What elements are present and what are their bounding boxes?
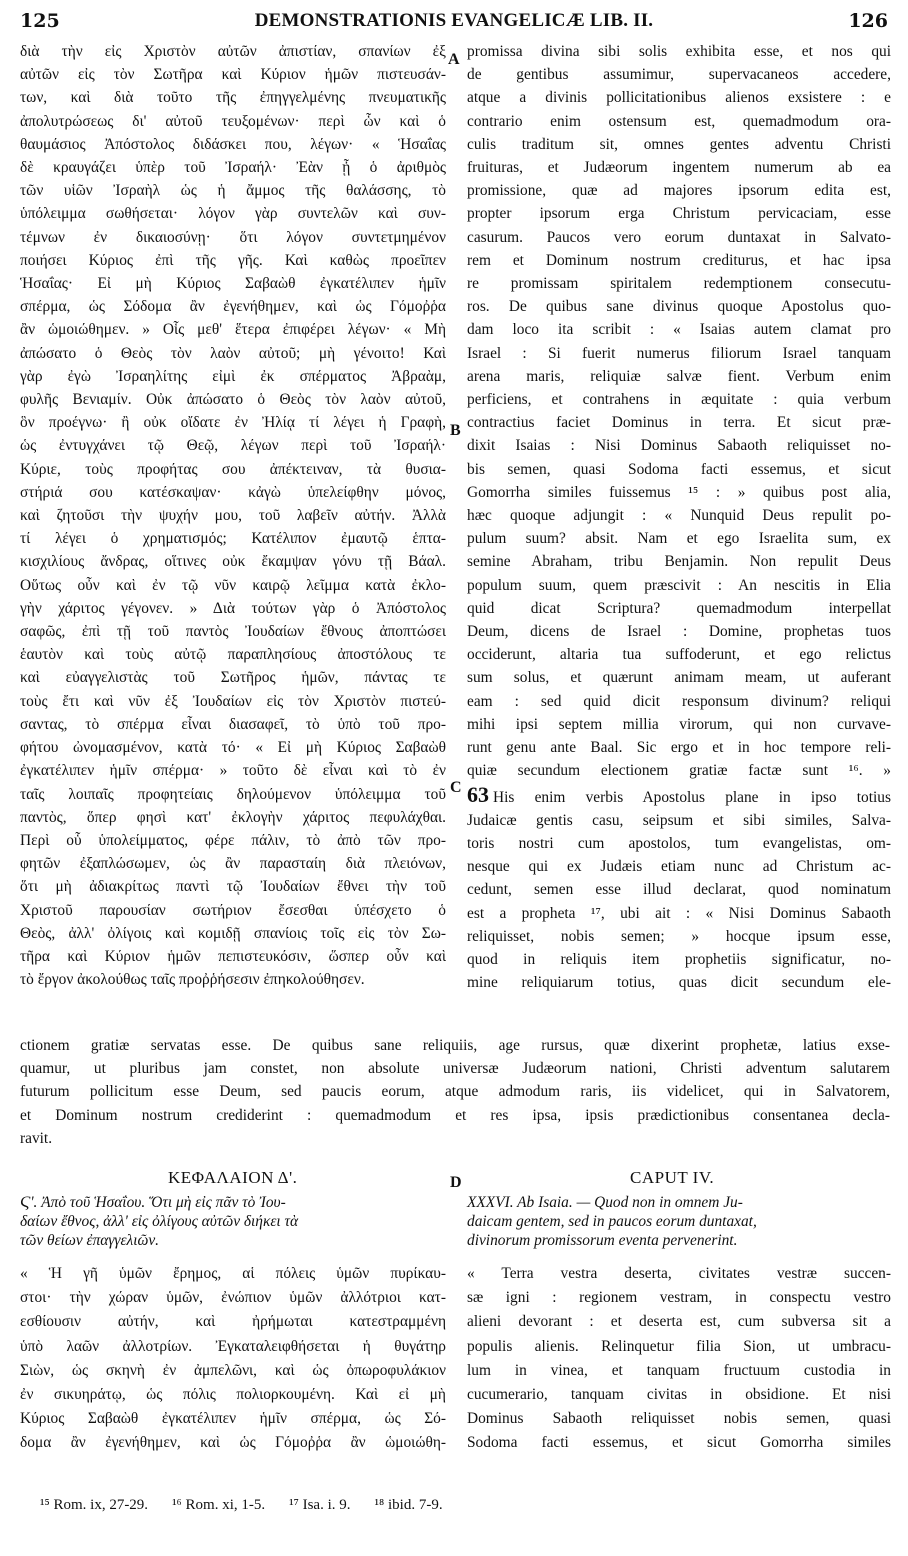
greek-chapter-line: ὑπὸ λαῶν ἀλλοτρίων. Ἐγκαταλειφθήσεται ἡ θυγάτηρ — [20, 1337, 446, 1355]
latin-text-line: mihi ipsi septem millia virorum, qui non curvave- — [467, 715, 891, 733]
full-text-line: et Dominum nostrum crediderint : quemadmodum et res ipsa, ipsis prædictionibus consentanea decla- — [20, 1106, 890, 1124]
greek-summary-line: δαίων ἔθνος, ἀλλ' εἰς ὀλίγους αὐτῶν διήκει τὰ — [20, 1213, 299, 1230]
latin-summary-line: divinorum promissorum eventa pervenerint. — [467, 1232, 738, 1249]
greek-text-line: ποιήσει Κύριος ἐπὶ τῆς γῆς. Καὶ καθὼς προεῖπεν — [20, 251, 446, 269]
greek-text-line: καὶ ζητοῦσι τὴν ψυχήν μου, τοῦ λαβεῖν αὐτήν. Ἀλλὰ — [20, 507, 446, 525]
greek-chapter-line: στοι· τὴν χώραν ὑμῶν, ἐνώπιον ὑμῶν ἀλλότριοι κατ- — [20, 1289, 446, 1307]
greek-chapter-line: Κύριος Σαβαὼθ ἐγκατέλιπεν ἡμῖν σπέρμα, ὡς Σό- — [20, 1410, 446, 1428]
greek-chapter-line: εσθίουσιν αὐτήν, καὶ ἠρήμωται κατεστραμμένη — [20, 1313, 446, 1331]
greek-text-line: τοὺς ἔτι καὶ νῦν ἐξ Ἰουδαίων εἰς τὸν Χριστὸν πιστεύ- — [20, 692, 446, 710]
greek-text-line: των, καὶ διὰ τοῦτο τῆς ἐπηγγελμένης πνευματικῆς — [20, 89, 446, 107]
section-number: 63 — [467, 782, 489, 807]
greek-text-line: τέμνων ἐν δικαιοσύνῃ· ὅτι λόγον συντετμημένον — [20, 228, 446, 246]
latin-text-line: perficiens, et contrahens in æquitate : quia verbum — [467, 391, 891, 409]
running-header — [0, 6, 908, 36]
latin-text-line: bis semen, quasi Sodoma facti essemus, et sicut — [467, 460, 891, 478]
latin-text-line: runt genu ante Baal. Sic ergo et in hoc tempore reli- — [467, 739, 891, 757]
page-number-left: 125 — [20, 10, 60, 32]
greek-text-line: φητῶν ἐξαπλώσωμεν, ὡς ἂν παρασταίη διὰ πλειόνων, — [20, 855, 446, 873]
latin-text-line: arena maris, reliquiæ salvæ fient. Verbum enim — [467, 367, 891, 385]
latin-text-line: ros. De quibus sane divinus quoque Apostolus quo- — [467, 298, 891, 316]
full-text-line: ravit. — [20, 1129, 53, 1147]
greek-text-line: ἑαυτὸν καὶ τοὺς αὐτῷ παραπλησίους ἀποστόλους τε — [20, 646, 446, 664]
greek-text-line: τῶν υἱῶν Ἰσραὴλ ὡς ἡ ἄμμος τῆς θαλάσσης, τὸ — [20, 182, 446, 200]
latin-text-line: quod in reliquis item prophetiis significatur, no- — [467, 950, 891, 968]
greek-text-line: καὶ εὐαγγελιστὰς τοῦ Σωτῆρος ἡμῶν, πάντας τε — [20, 669, 446, 687]
latin-chapter-line: sæ igni : regionem vestram, in conspectu vestro — [467, 1289, 891, 1307]
full-text-line: futurum pollicitum esse Deum, sed paucis eorum, atque admodum raris, iis videlicet, qui in Salvatorem, — [20, 1083, 890, 1101]
latin-text-line: re promissam spiritalem redemptionem consecutu- — [467, 275, 891, 293]
greek-text-line: Ἡσαΐας· Εἰ μὴ Κύριος Σαβαὼθ ἐγκατέλιπεν ἡμῖν — [20, 275, 446, 293]
latin-text-line: Judaicæ gentis casu, seipsum et sibi similes, Salva- — [467, 811, 891, 829]
footnotes — [40, 1497, 467, 1514]
latin-text-line: promissione, quæ ad majores ipsorum edita est, — [467, 182, 891, 200]
page-number-right: 126 — [848, 10, 888, 32]
latin-summary-line: XXXVI. Ab Isaia. — Quod non in omnem Ju- — [467, 1194, 743, 1211]
full-text-line: ctionem gratiæ servatas esse. De quibus sane reliquiis, age rursus, quæ dixerint prophetæ, latius exse- — [20, 1037, 890, 1054]
latin-text-line: cedunt, semen esse illud declarat, quod nominatum — [467, 881, 891, 899]
latin-text-line: pulum suum? absit. Nam et ego Israelita sum, ex — [467, 530, 891, 548]
running-title: DEMONSTRATIONIS EVANGELICÆ LIB. II. — [254, 10, 654, 31]
latin-chapter-line: Sodoma facti essemus, et sicut Gomorrha similes — [467, 1434, 891, 1452]
latin-text-line: dixit Isaias : Nisi Dominus Sabaoth reliquisset no- — [467, 437, 891, 455]
latin-text-line: populum suum, quem præscivit : An nescitis in Elia — [467, 576, 891, 594]
greek-chapter-heading: ΚΕΦΑΛΑΙΟΝ Δ'. — [168, 1168, 298, 1187]
latin-text-line: mine reliquiarum totius, quas dicit secundum ele- — [467, 974, 891, 992]
latin-text-line: propter ipsorum erga Christum pervicaciam, esse — [467, 205, 891, 223]
greek-chapter-text — [20, 1262, 446, 1456]
margin-marker-a: A — [448, 51, 460, 68]
greek-text-line: γὴν χάριτος γέγονεν. » Διὰ τούτων γὰρ ὁ Ἀπόστολος — [20, 599, 446, 617]
latin-text-line: atque a divinis pollicitationibus alienos exsistere : e — [467, 89, 891, 107]
greek-text-line: ἀπολυτρώσεως δι' αὐτοῦ τευξομένων· περὶ ὧν καὶ ὁ — [20, 112, 446, 130]
margin-marker-d: D — [450, 1174, 462, 1191]
greek-text-line: Χριστοῦ παρουσίαν σωτήριον ἔσεσθαι ὑπέσχετο ὁ — [20, 901, 446, 919]
greek-text-line: Οὕτως οὖν καὶ ἐν τῷ νῦν καιρῷ λεῖμμα κατὰ ἐκλο- — [20, 576, 446, 594]
greek-chapter-summary — [20, 1193, 446, 1250]
latin-text-line: fruituras, et Judæorum ingentem numerum ab ea — [467, 159, 891, 177]
greek-chapter-line: δομα ἂν ἐγενήθημεν, καὶ ὡς Γόμοῤῥα ἂν ὡμοιώθη- — [20, 1434, 446, 1452]
greek-text-line: στήριά σου κατέσκαψαν· κἀγὼ ὑπελείφθην μόνος, — [20, 483, 446, 501]
latin-text-line: rem et Dominum nostrum crediturus, et hac ipsa — [467, 251, 891, 269]
latin-text-line: eam : sed quid dicit responsum divinum? reliqui — [467, 692, 891, 710]
latin-text-line: toris nostri cum apostolos, tum evangelistas, om- — [467, 834, 891, 852]
footnote: ¹⁸ ibid. 7-9. — [374, 1497, 443, 1513]
latin-text-line: dam loco ita scribit : « Isaias autem clamat pro — [467, 321, 891, 339]
latin-summary-line: daicam gentem, sed in paucos eorum duntaxat, — [467, 1213, 757, 1230]
greek-text-line: παντὸς, ὅπερ φησὶ κατ' ἐκλογὴν χάριτος πεφυλάχθαι. — [20, 808, 446, 826]
latin-text-line: est a propheta ¹⁷, ubi ait : « Nisi Dominus Sabaoth — [467, 904, 891, 922]
greek-text-line: σπέρμα, ὡς Σόδομα ἂν ἐγενήθημεν, καὶ ὡς Γόμοῤῥα — [20, 298, 446, 316]
latin-text-line: Israel : Si fuerit numerus filiorum Israel tanquam — [467, 344, 891, 362]
latin-chapter-line: lum in vinea, et tanquam fructuum custodia in — [467, 1361, 891, 1379]
greek-text-line: φήτου ὠνομασμένον, κατὰ τό· « Εἰ μὴ Κύριος Σαβαὼθ — [20, 739, 446, 757]
greek-text-line: φυλῆς Βενιαμίν. Οὐκ ἀπώσατο ὁ Θεὸς τὸν λαὸν αὐτοῦ, — [20, 391, 446, 409]
greek-summary-line: Ϛ'. Ἀπὸ τοῦ Ἡσαΐου. Ὅτι μὴ εἰς πᾶν τὸ Ἰου- — [20, 1194, 286, 1211]
greek-text-line: δὲ κραυγάζει ὑπὲρ τοῦ Ἰσραήλ· Ἐὰν ᾖ ὁ ἀριθμὸς — [20, 159, 446, 177]
latin-text-line: hæc quoque adjungit : « Nunquid Deus repulit po- — [467, 507, 891, 525]
greek-text-line: ὅτι μὴ ἀδιακρίτως παντὶ τῷ Ἰουδαίων ἔθνει τὴν τοῦ — [20, 878, 446, 896]
latin-text-line: Deum, dicens de Israel : Domine, prophetas tuos — [467, 623, 891, 641]
greek-text-line: Θεὸς, ἀλλ' ὀλίγοις καὶ κομιδῇ σπανίοις τοῖς εἰς τὸν Σω- — [20, 924, 446, 942]
latin-text-line: reliquisset, nobis semen; » hocque ipsum esse, — [467, 927, 891, 945]
full-text-line: quamur, ut pluribus jam constet, non absolute universæ Judæorum nationi, Christi adventum salutarem — [20, 1060, 890, 1078]
latin-text-line — [467, 783, 891, 809]
greek-chapter-line: « Ἡ γῆ ὑμῶν ἔρημος, αἱ πόλεις ὑμῶν πυρίκαυ- — [20, 1265, 446, 1282]
greek-summary-line: τῶν θείων ἐπαγγελιῶν. — [20, 1232, 160, 1249]
greek-text-line: γὰρ ἐγὼ Ἰσραηλίτης εἰμὶ ἐκ σπέρματος Ἀβραὰμ, — [20, 367, 446, 385]
latin-text-line: nesque qui ex Judæis etiam nunc ad Christum ac- — [467, 858, 891, 876]
greek-chapter-line: ἐν σικυηράτῳ, ὡς πόλις πολιορκουμένη. Καὶ εἰ μὴ — [20, 1386, 446, 1404]
full-width-paragraph — [20, 1034, 890, 1150]
greek-text-line: τί λέγει ὁ χρηματισμός; Κατέλιπον ἐμαυτῷ ἑπτα- — [20, 530, 446, 548]
latin-chapter-line: alieni devorant : et deserta est, cum subversa sit a — [467, 1313, 891, 1331]
greek-text-line: Περὶ οὗ ὑπολείμματος, φέρε πάλιν, τὸ ἀπὸ τῶν προ- — [20, 831, 446, 849]
latin-text-line: quid dicat Scriptura? quemadmodum interpellat — [467, 599, 891, 617]
margin-marker-c: C — [450, 779, 462, 796]
latin-text-line: contractius faciet Dominus in terra. Et sicut præ- — [467, 414, 891, 432]
latin-text-line: promissa divina sibi solis exhibita esse, et nos qui — [467, 43, 891, 60]
greek-text-line: ταῖς λοιπαῖς προφητείαις δηλούμενον ὑπόλειμμα τοῦ — [20, 785, 446, 803]
greek-text-line: ἂν ὡμοιώθημεν. » Οἷς μεθ' ἕτερα ἐπιφέρει λέγων· « Μὴ — [20, 321, 446, 339]
latin-chapter-text — [467, 1262, 891, 1456]
latin-chapter-summary — [467, 1193, 891, 1250]
margin-marker-b: B — [450, 422, 461, 439]
greek-text-line: θαυμάσιος Ἀπόστολος διδάσκει που, λέγων· « Ἡσαΐας — [20, 135, 446, 153]
latin-text-line: occiderunt, altaria tua suffoderunt, et ego relictus — [467, 646, 891, 664]
greek-text-line: ἐγκατέλιπεν ἡμῖν σπέρμα· » τοῦτο δὲ εἶναι καὶ τὸ ἐν — [20, 762, 446, 780]
greek-column — [20, 40, 446, 991]
greek-text-line: ἀπώσατο ὁ Θεὸς τὸν λαὸν αὐτοῦ; μὴ γένοιτο! Καὶ — [20, 344, 446, 362]
latin-column — [467, 40, 891, 994]
greek-text-line: ὑπόλειμμα σωθήσεται· λόγον γὰρ συντελῶν καὶ συν- — [20, 205, 446, 223]
latin-text-span: His enim verbis Apostolus plane in ipso totius — [493, 788, 891, 806]
latin-text-line: casurum. Paucos vero eorum duntaxat in Salvato- — [467, 228, 891, 246]
latin-text-line: de gentibus assumimur, supervacaneos accedere, — [467, 66, 891, 84]
greek-text-line: κισχιλίους ἄνδρας, οἵτινες οὐκ ἔκαμψαν γόνυ τῇ Βάαλ. — [20, 553, 446, 571]
greek-text-line: ὡς ἐντυγχάνει τῷ Θεῷ, λέγων περὶ τοῦ Ἰσραήλ· — [20, 437, 446, 455]
footnote: ¹⁵ Rom. ix, 27-29. — [40, 1497, 149, 1513]
greek-text-line: σαφῶς, ἐπὶ τῇ τοῦ παντὸς Ἰουδαίων ἔθνους ἀποπτώσει — [20, 623, 446, 641]
greek-text-line: τὸ ἔργον ἀκολούθως ταῖς προῤῥήσεσιν ἐπηκολούθησεν. — [20, 971, 365, 989]
latin-text-line: sum solus, et quærunt animam meam, ut auferant — [467, 669, 891, 687]
latin-chapter-heading: CAPUT IV. — [630, 1168, 715, 1187]
greek-text-line: τῆρα καὶ Κύριον ἡμῶν πεπιστευκόσιν, ὥσπερ οὖν καὶ — [20, 947, 446, 965]
latin-chapter-line: cucumerario, tanquam civitas in obsidione. Et nisi — [467, 1386, 891, 1404]
greek-text-line: Κύριε, τοὺς προφήτας σου ἀπέκτειναν, τὰ θυσια- — [20, 460, 446, 478]
latin-text-line: contrario enim ostensum est, quemadmodum ora- — [467, 112, 891, 130]
latin-chapter-line: Dominus Sabaoth reliquisset nobis semen, quasi — [467, 1410, 891, 1428]
greek-text-line: διὰ τὴν εἰς Χριστὸν αὐτῶν ἀπιστίαν, σπανίων ἐξ — [20, 43, 446, 60]
greek-text-line: σαντας, τὸ σπέρμα εἶναι διασαφεῖ, τὸ ὑπὸ τοῦ προ- — [20, 715, 446, 733]
footnote: ¹⁶ Rom. xi, 1-5. — [172, 1497, 266, 1513]
latin-text-line: culis traditum sit, omnes gentes adventu Christi — [467, 135, 891, 153]
latin-chapter-line: populis alienis. Relinquetur filia Sion, ut umbracu- — [467, 1337, 891, 1355]
greek-chapter-line: Σιὼν, ὡς σκηνὴ ἐν ἀμπελῶνι, καὶ ὡς ὀπωροφυλάκιον — [20, 1361, 446, 1379]
latin-text-line: semine Abraham, tribu Benjamin. Non repulit Deus — [467, 553, 891, 571]
latin-text-line: Gomorrha similes fuissemus ¹⁵ : » quibus post alia, — [467, 483, 891, 501]
greek-text-line: αὐτῶν εἰς τὸν Σωτῆρα καὶ Κύριον ἡμῶν πιστευσάν- — [20, 66, 446, 84]
footnote: ¹⁷ Isa. i. 9. — [289, 1497, 351, 1513]
greek-text-line: ὃν προέγνω· ἢ οὐκ οἴδατε ἐν Ἠλίᾳ τί λέγει ἡ Γραφὴ, — [20, 414, 446, 432]
latin-text-line: quiæ secundum electionem gratiæ factæ sunt ¹⁶. » — [467, 762, 891, 780]
latin-chapter-line: « Terra vestra deserta, civitates vestræ succen- — [467, 1265, 891, 1282]
